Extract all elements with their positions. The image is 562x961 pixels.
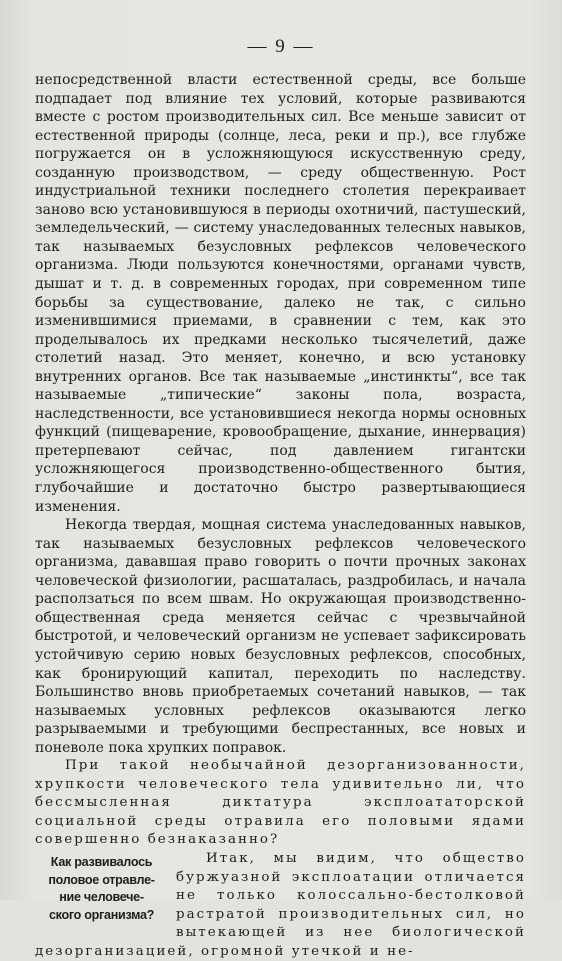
paragraph-1: непосредственной власти естественной среды, все больше подпадает под влияние тех условий, которые развиваются вместе с ростом производительных сил. Все меньше зависит от естественной природы (солнце, леса, реки и пр.), все глубже погружается он в усложняющуюся искусственную среду, созданную производством, — среду общественную. Рост индустриальной техники последнего столетия перекраивает заново всю установившуюся в периоды охотничий, пастушеский, земледельческий, — систему унаследованных телесных навыков, так называемых безусловных рефлексов человеческого организма. Люди пользуются конечностями, органами чувств, дышат и т. д. в современных городах, при современном типе борьбы за существование, далеко не так, с сильно изменившимися приемами, в сравнении с тем, как это проделывалось их предками несколько тысячелетий, даже столетий назад. Это меняет, конечно, и всю установку внутренних органов. Все так называемые „инстинкты“, все так называемые „типические“ законы пола, возраста, наследственности, все установившиеся некогда нормы основных функций (пищеварение, кровообращение, дыхание, иннервация) претерпевают сейчас, под давлением гигантски усложняющегося производственно-общественного бытия, глубочайшие и достаточно быстро развертывающиеся изменения. (35, 72, 526, 515)
aside-block (35, 850, 526, 961)
page-number: — 9 — (247, 36, 315, 57)
side-heading-line: ского организма? (48, 907, 155, 922)
side-heading-line: ние человече- (59, 890, 144, 905)
page-body (35, 71, 526, 961)
side-heading-line: Как развивалось (50, 854, 153, 869)
paragraph-2: Некогда твердая, мощная система унаследованных навыков, так называемых безусловных рефлексов человеческого организма, дававшая право говорить о почти прочных законах человеческой физиологии, расшаталась, раздробилась, и начала расползаться по всем швам. Но окружающая производственно-общественная среда меняется сейчас с чрезвычайной быстротой, и человеческий организм не успевает зафиксировать устойчивую серию новых безусловных рефлексов, способных, как бронирующий капитал, переходить по наследству. Большинство вновь приобретаемых сочетаний навыков, — так называемых условных рефлексов оказываются легко разрываемыми и требующими беспрестанных, все новых и поневоле пока хрупких поправок. (35, 517, 526, 756)
aside-paragraph: Итак, мы видим, что общество буржуазной эксплоатации отличается не только колоссально-бестолковой растратой производительных сил, но вытекающей из нее биологической дезорганизацией, огромной утечкой и не- (35, 850, 526, 959)
side-heading-line: половое отравле- (48, 872, 155, 887)
paragraph-3: При такой необычайной дезорганизованности, хрупкости человеческого тела удивительно ли, что бессмысленная диктатура эксплоататорской социальной среды отравила его половыми ядами совершенно безнаказанно? (35, 758, 526, 848)
side-heading (35, 854, 168, 924)
